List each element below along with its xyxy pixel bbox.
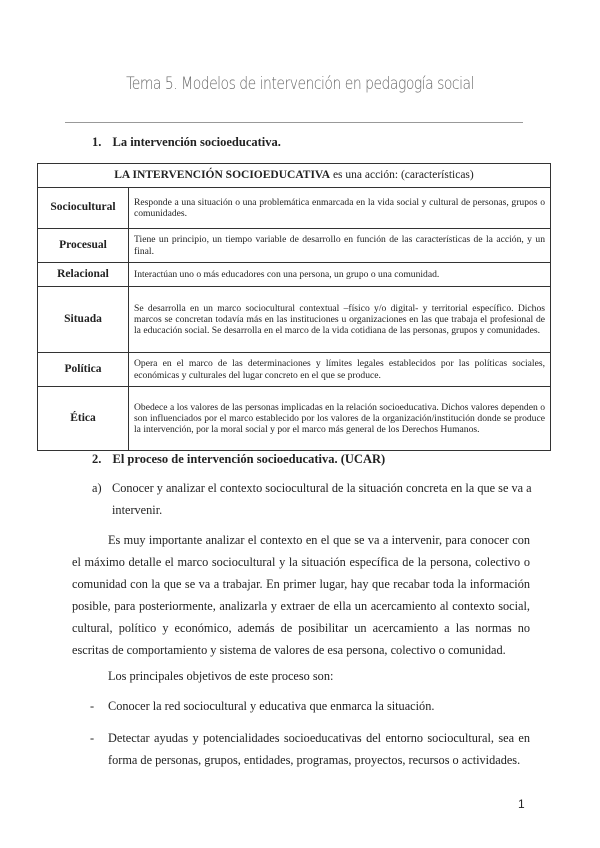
row-key: Relacional bbox=[38, 263, 129, 287]
row-value: Tiene un principio, un tiempo variable de desarrollo en función de las características de la acción, y un final. bbox=[129, 229, 551, 263]
bullet-item bbox=[90, 695, 530, 717]
item-a bbox=[92, 477, 532, 521]
document-title: Tema 5. Modelos de intervención en pedagogía social bbox=[126, 74, 474, 94]
item-marker: a) bbox=[92, 481, 102, 495]
table-row bbox=[38, 188, 551, 229]
table-row bbox=[38, 263, 551, 287]
table-row bbox=[38, 287, 551, 353]
section-1-heading bbox=[92, 135, 281, 150]
section-number: 2. bbox=[92, 452, 102, 466]
row-value: Se desarrolla en un marco sociocultural contextual –físico y/o digital- y territorial específico. Dichos marcos se concretan todavía más en las instituciones u organizaciones en las que trabaja el profesional de la educación social. Se desarrolla en el marco de la vida cotidiana de las personas, grupos y comunidades. bbox=[129, 287, 551, 353]
paragraph-context: Es muy importante analizar el contexto en el que se va a intervenir, para conocer con el máximo detalle el marco sociocultural y la situación específica de la persona, colectivo o comunidad con la que se va a trabajar. En primer lugar, hay que recabar toda la información posible, para posteriormente, analizarla y extraer de ella un acercamiento al contexto social, cultural, político y económico, además de posibilitar un acercamiento a las normas no escritas de comportamiento y sistema de valores de esa persona, colectivo o comunidad. bbox=[72, 533, 530, 657]
table-header bbox=[38, 164, 551, 188]
row-value: Interactúan uno o más educadores con una persona, un grupo o una comunidad. bbox=[129, 263, 551, 287]
bullet-text: Conocer la red sociocultural y educativa que enmarca la situación. bbox=[108, 699, 435, 713]
bullet-text: Detectar ayudas y potencialidades socioeducativas del entorno sociocultural, sea en forma de personas, grupos, entidades, programas, proyectos, recursos o actividades. bbox=[108, 731, 530, 767]
characteristics-table bbox=[37, 163, 551, 451]
bullet-marker: - bbox=[90, 699, 95, 713]
row-key: Procesual bbox=[38, 229, 129, 263]
section-title: La intervención socioeducativa. bbox=[112, 135, 281, 149]
table-row bbox=[38, 229, 551, 263]
section-title: El proceso de intervención socioeducativa. (UCAR) bbox=[112, 452, 386, 466]
item-text: Conocer y analizar el contexto sociocultural de la situación concreta en la que se va a intervenir. bbox=[112, 481, 532, 517]
bullet-marker: - bbox=[90, 731, 95, 745]
bullet-item bbox=[90, 727, 530, 771]
section-2-heading bbox=[92, 452, 385, 467]
header-bold: LA INTERVENCIÓN SOCIOEDUCATIVA bbox=[114, 168, 331, 181]
header-rest: es una acción: (características) bbox=[330, 168, 474, 181]
row-key: Política bbox=[38, 353, 129, 387]
paragraph-objectives: Los principales objetivos de este proceso son: bbox=[108, 669, 334, 683]
row-key: Sociocultural bbox=[38, 188, 129, 229]
row-key: Ética bbox=[38, 387, 129, 451]
row-key: Situada bbox=[38, 287, 129, 353]
row-value: Responde a una situación o una problemática enmarcada en la vida social y cultural de personas, grupos o comunidades. bbox=[129, 188, 551, 229]
title-divider bbox=[65, 122, 523, 123]
row-value: Obedece a los valores de las personas implicadas en la relación socioeducativa. Dichos valores dependen o son influenciados por el marco establecido por los valores de la organización/institución donde se produce la intervención, por la moral social y por el marco más general de los Derechos Humanos. bbox=[129, 387, 551, 451]
table-row bbox=[38, 387, 551, 451]
page-number: 1 bbox=[518, 797, 525, 811]
row-value: Opera en el marco de las determinaciones y límites legales establecidos por las políticas sociales, económicas y culturales del lugar concreto en el que se produce. bbox=[129, 353, 551, 387]
table-row bbox=[38, 353, 551, 387]
section-number: 1. bbox=[92, 135, 102, 149]
